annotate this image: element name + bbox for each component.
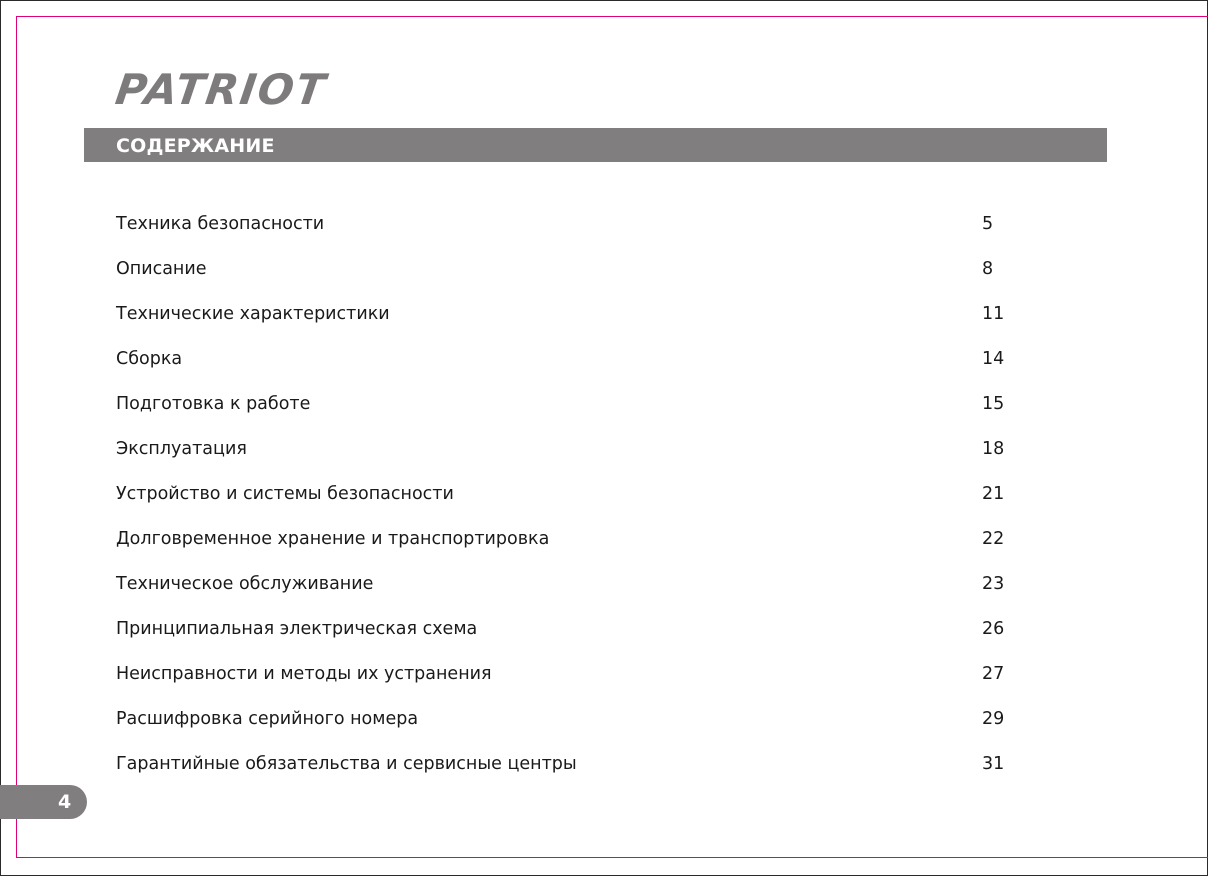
toc-entry-page: 21 bbox=[982, 484, 1005, 504]
toc-entry-page: 11 bbox=[982, 304, 1005, 324]
toc-entry[interactable] bbox=[116, 301, 1016, 346]
toc-entry[interactable] bbox=[116, 436, 1016, 481]
toc-entry-page: 31 bbox=[982, 754, 1005, 774]
toc-entry-label: Устройство и системы безопасности bbox=[116, 484, 454, 504]
page-number: 4 bbox=[58, 791, 72, 813]
toc-entry[interactable] bbox=[116, 706, 1016, 751]
toc-entry-page: 8 bbox=[982, 259, 994, 279]
toc-entry-label: Долговременное хранение и транспортировка bbox=[116, 529, 550, 549]
toc-entry-page: 22 bbox=[982, 529, 1005, 549]
toc-entry-page: 14 bbox=[982, 349, 1005, 369]
toc-entry-page: 26 bbox=[982, 619, 1005, 639]
toc-entry-label: Подготовка к работе bbox=[116, 394, 311, 414]
toc-entry-label: Описание bbox=[116, 259, 207, 279]
toc-entry-label: Расшифровка серийного номера bbox=[116, 709, 419, 729]
toc-entry[interactable] bbox=[116, 481, 1016, 526]
toc-entry-label: Технические характеристики bbox=[116, 304, 390, 324]
toc-entry[interactable] bbox=[116, 751, 1016, 796]
toc-entry[interactable] bbox=[116, 211, 1016, 256]
toc-entry-page: 15 bbox=[982, 394, 1005, 414]
toc-entry[interactable] bbox=[116, 346, 1016, 391]
toc-entry-label: Неисправности и методы их устранения bbox=[116, 664, 492, 684]
toc-entry[interactable] bbox=[116, 571, 1016, 616]
toc-entry-label: Гарантийные обязательства и сервисные центры bbox=[116, 754, 577, 774]
patriot-logo: PATRIOT bbox=[112, 65, 330, 114]
toc-entry-label: Техническое обслуживание bbox=[116, 574, 374, 594]
table-of-contents bbox=[116, 211, 1016, 796]
toc-entry[interactable] bbox=[116, 256, 1016, 301]
toc-entry-label: Принципиальная электрическая схема bbox=[116, 619, 478, 639]
toc-entry-label: Эксплуатация bbox=[116, 439, 247, 459]
toc-entry[interactable] bbox=[116, 391, 1016, 436]
section-header-bar bbox=[84, 128, 1107, 162]
section-title: СОДЕРЖАНИЕ bbox=[116, 135, 275, 157]
toc-entry[interactable] bbox=[116, 616, 1016, 661]
toc-entry-label: Техника безопасности bbox=[116, 214, 325, 234]
toc-entry-page: 18 bbox=[982, 439, 1005, 459]
toc-entry-page: 5 bbox=[982, 214, 994, 234]
toc-entry-label: Сборка bbox=[116, 349, 183, 369]
toc-entry-page: 27 bbox=[982, 664, 1005, 684]
page-number-tab bbox=[0, 785, 87, 819]
toc-entry-page: 29 bbox=[982, 709, 1005, 729]
toc-entry-page: 23 bbox=[982, 574, 1005, 594]
toc-entry[interactable] bbox=[116, 526, 1016, 571]
toc-entry[interactable] bbox=[116, 661, 1016, 706]
